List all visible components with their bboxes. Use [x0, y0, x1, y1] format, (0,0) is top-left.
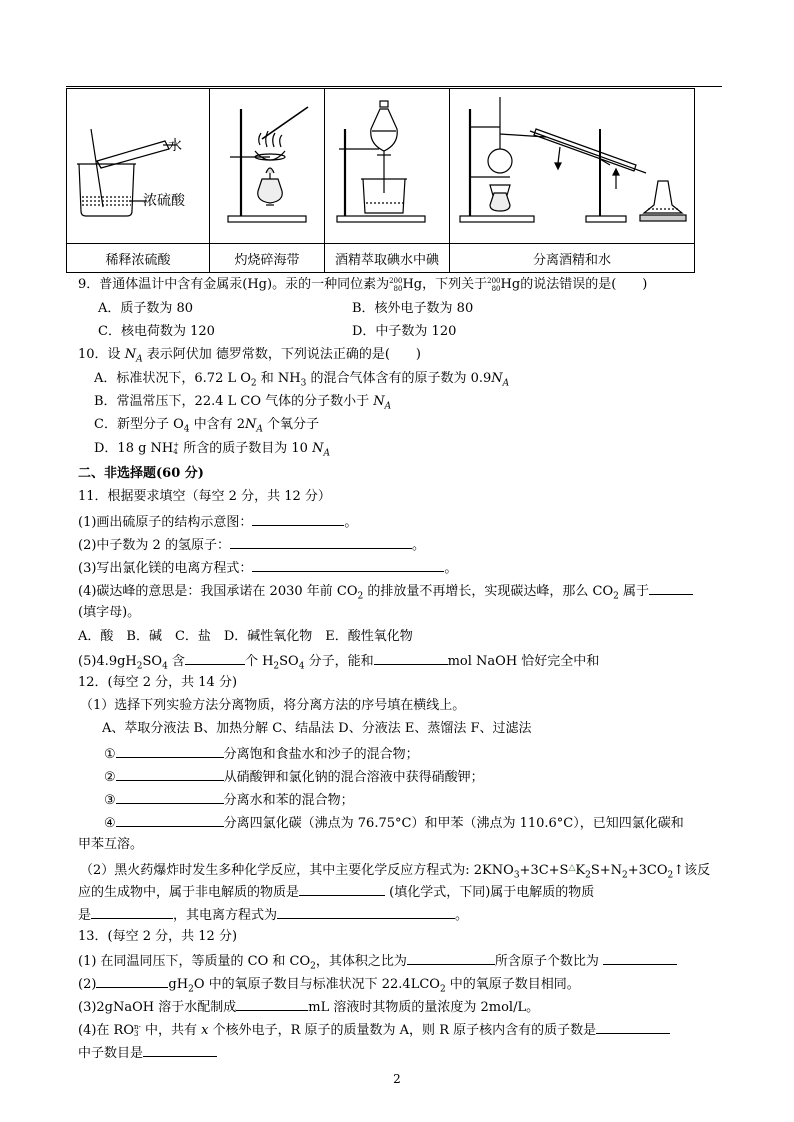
q9-option-b: B．核外电子数为 80: [352, 301, 474, 316]
q11-line3: (3)写出氯化镁的电离方程式： 。: [78, 558, 457, 578]
q9-option-d: D．中子数为 120: [352, 324, 457, 339]
q12-methods: A、萃取分液法 B、加热分解 C、结晶法 D、分液法 E、蒸馏法 F、过滤法: [102, 721, 532, 736]
q12-item3: ③ 分离水和苯的混合物；: [104, 790, 354, 810]
q13-line5: 中子数目是: [78, 1043, 217, 1063]
q11-options: A．酸 B．碱 C．盐 D．碱性氧化物 E．酸性氧化物: [78, 629, 413, 644]
q11-line5: $(5)4.9gH_2SO_4$ 含 个 $H_2SO_4$ 分子，能和 mol NaOH 恰好完全中和: [78, 651, 599, 676]
q13-line2: (2) $gH_2O$ 中的氧原子数目与标准状况下 $22.4LCO_2$ 中的氧原子数目相同。: [78, 974, 580, 999]
q12-head: 12．(每空 2 分，共 14 分): [78, 675, 238, 690]
q12-part2-line2: 应的生成物中，属于非电解质的物质是 (填化学式，下同)属于电解质的物质: [78, 882, 594, 902]
q10-option-c: C．新型分子 $O_4$ 中含有 $2N_A$ 个氧分子: [94, 417, 320, 435]
q13-line4: (4)在 ROn- 3 中，共有 x 个核外电子，R 原子的质量数为 A，则 R 原子核内含有的质子数是: [78, 1020, 670, 1040]
caption-dilute: 稀释浓硫酸: [67, 244, 210, 273]
dilute-acid-figure: [67, 89, 210, 244]
q10-option-b: B．常温常压下，22.4 L CO 气体的分子数小于 $N_A$: [94, 394, 392, 412]
q13-head: 13．(每空 2 分，共 12 分): [78, 929, 238, 944]
q9-stem: 9．普通体温计中含有金属汞(Hg)。汞的一种同位素为200 80Hg，下列关于200 80Hg的说法错误的是( ): [78, 276, 648, 293]
q13-line3: (3)2gNaOH 溶于水配制成 mL 溶液时其物质的量浓度为 2mol/L。: [78, 997, 539, 1017]
q12-part2-line3: 是 ，其电离方程式为 。: [78, 905, 468, 925]
q10-option-d: D．18 g NH+ 4 所含的质子数目为 10 $N_A$: [94, 440, 330, 459]
water-label: 水: [168, 138, 182, 154]
q11-line1: (1)画出硫原子的结构示意图： 。: [78, 512, 357, 532]
q12-item1: ① 分离饱和食盐水和沙子的混合物；: [104, 744, 419, 764]
apparatus-table: [66, 88, 695, 273]
section-2-title: 二、非选择题(60 分): [78, 466, 204, 481]
q11-head: 11．根据要求填空（每空 2 分，共 12 分）: [78, 489, 331, 504]
distillation-figure: [450, 89, 695, 244]
q12-part2: （2）黑火药爆炸时发生多种化学反应，其中主要化学反应方程式为: $2KNO_3+3C+S^\triangle K_2S+N_2+3CO_2↑$该反: [80, 863, 711, 881]
q11-line4b: (填字母)。: [78, 605, 141, 620]
q9-option-c: C．核电荷数为 120: [98, 324, 215, 339]
caption-distill: 分离酒精和水: [450, 244, 695, 273]
q12-item4b: 甲苯互溶。: [78, 837, 144, 852]
q13-line1: (1) 在同温同压下，等质量的 CO 和 $CO_2$，其体积之比为 所含原子个数比为: [78, 951, 677, 976]
q9-option-a: A．质子数为 80: [98, 301, 194, 316]
q10-stem: 10．设 $N_A$ 表示阿伏加 德罗常数，下列说法正确的是( ): [78, 347, 421, 365]
burn-kelp-figure: [210, 89, 325, 244]
caption-extract: 酒精萃取碘水中碘: [325, 244, 450, 273]
caption-burn: 灼烧碎海带: [210, 244, 325, 273]
q11-line4: (4)碳达峰的意思是：我国承诺在 2030 年前 $CO_2$ 的排放量不再增长，实现碳达峰，那么 $CO_2$ 属于: [78, 581, 693, 606]
q11-line2: (2)中子数为 2 的氢原子： 。: [78, 535, 425, 555]
page-number: 2: [393, 1072, 401, 1086]
q12-part1: （1）选择下列实验方法分离物质，将分离方法的序号填在横线上。: [80, 698, 466, 713]
extraction-figure: [325, 89, 450, 244]
header-rule: [66, 86, 722, 87]
acid-label: 浓硫酸: [143, 193, 185, 209]
q10-option-a: A．标准状况下，6.72 L $O_2$ 和 $NH_3$ 的混合气体含有的原子数为 $0.9N_A$: [94, 371, 510, 389]
q12-item4: ④ 分离四氯化碳（沸点为 76.75°C）和甲苯（沸点为 110.6°C），已知四氯化碳和: [104, 813, 684, 833]
q12-item2: ② 从硝酸钾和氯化钠的混合溶液中获得硝酸钾；: [104, 767, 484, 787]
